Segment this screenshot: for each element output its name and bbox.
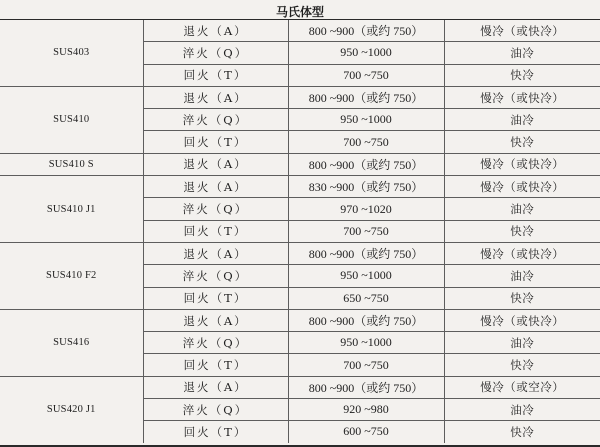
cooling-cell: 油冷 [444, 399, 600, 421]
cooling-cell: 油冷 [444, 42, 600, 64]
table-title: 马氏体型 [275, 5, 324, 19]
process-cell: 淬火（Q） [143, 198, 288, 220]
table-row [0, 376, 600, 398]
temperature-cell: 700 ~750 [288, 64, 444, 86]
temperature-cell: 700 ~750 [288, 220, 444, 242]
cooling-cell: 油冷 [444, 109, 600, 131]
cooling-cell: 慢冷（或快冷） [444, 20, 600, 42]
process-cell: 退火（A） [143, 309, 288, 331]
process-cell: 退火（A） [143, 176, 288, 198]
heat-treatment-table [0, 20, 600, 443]
cooling-cell: 油冷 [444, 265, 600, 287]
cooling-cell: 快冷 [444, 421, 600, 443]
grade-cell: SUS416 [0, 309, 143, 376]
temperature-cell: 970 ~1020 [288, 198, 444, 220]
process-cell: 淬火（Q） [143, 332, 288, 354]
temperature-cell: 700 ~750 [288, 131, 444, 153]
temperature-cell: 800 ~900（或约 750） [288, 376, 444, 398]
process-cell: 淬火（Q） [143, 42, 288, 64]
process-cell: 回火（T） [143, 64, 288, 86]
process-cell: 回火（T） [143, 131, 288, 153]
process-cell: 回火（T） [143, 421, 288, 443]
cooling-cell: 慢冷（或快冷） [444, 309, 600, 331]
temperature-cell: 800 ~900（或约 750） [288, 242, 444, 264]
process-cell: 退火（A） [143, 153, 288, 175]
temperature-cell: 950 ~1000 [288, 332, 444, 354]
temperature-cell: 950 ~1000 [288, 42, 444, 64]
process-cell: 退火（A） [143, 242, 288, 264]
process-cell: 退火（A） [143, 86, 288, 108]
cooling-cell: 油冷 [444, 332, 600, 354]
grade-cell: SUS410 S [0, 153, 143, 175]
process-cell: 退火（A） [143, 376, 288, 398]
temperature-cell: 920 ~980 [288, 399, 444, 421]
temperature-cell: 800 ~900（或约 750） [288, 20, 444, 42]
process-cell: 回火（T） [143, 220, 288, 242]
temperature-cell: 650 ~750 [288, 287, 444, 309]
table-row [0, 176, 600, 198]
cooling-cell: 慢冷（或快冷） [444, 153, 600, 175]
process-cell: 淬火（Q） [143, 109, 288, 131]
process-cell: 回火（T） [143, 287, 288, 309]
table-body [0, 20, 600, 443]
temperature-cell: 600 ~750 [288, 421, 444, 443]
grade-cell: SUS410 F2 [0, 242, 143, 309]
cooling-cell: 快冷 [444, 64, 600, 86]
cooling-cell: 快冷 [444, 131, 600, 153]
cooling-cell: 慢冷（或快冷） [444, 86, 600, 108]
temperature-cell: 700 ~750 [288, 354, 444, 376]
process-cell: 淬火（Q） [143, 265, 288, 287]
temperature-cell: 830 ~900（或约 750） [288, 176, 444, 198]
table-row [0, 86, 600, 108]
temperature-cell: 950 ~1000 [288, 265, 444, 287]
grade-cell: SUS420 J1 [0, 376, 143, 442]
table-row [0, 242, 600, 264]
temperature-cell: 800 ~900（或约 750） [288, 86, 444, 108]
cooling-cell: 慢冷（或空冷） [444, 376, 600, 398]
temperature-cell: 800 ~900（或约 750） [288, 153, 444, 175]
process-cell: 淬火（Q） [143, 399, 288, 421]
grade-cell: SUS410 [0, 86, 143, 153]
cooling-cell: 慢冷（或快冷） [444, 176, 600, 198]
process-cell: 回火（T） [143, 354, 288, 376]
cooling-cell: 快冷 [444, 354, 600, 376]
table-row [0, 153, 600, 175]
cooling-cell: 慢冷（或快冷） [444, 242, 600, 264]
table-row [0, 309, 600, 331]
cooling-cell: 油冷 [444, 198, 600, 220]
table-row [0, 20, 600, 42]
cooling-cell: 快冷 [444, 287, 600, 309]
temperature-cell: 950 ~1000 [288, 109, 444, 131]
cooling-cell: 快冷 [444, 220, 600, 242]
temperature-cell: 800 ~900（或约 750） [288, 309, 444, 331]
grade-cell: SUS410 J1 [0, 176, 143, 243]
process-cell: 退火（A） [143, 20, 288, 42]
grade-cell: SUS403 [53, 47, 90, 59]
